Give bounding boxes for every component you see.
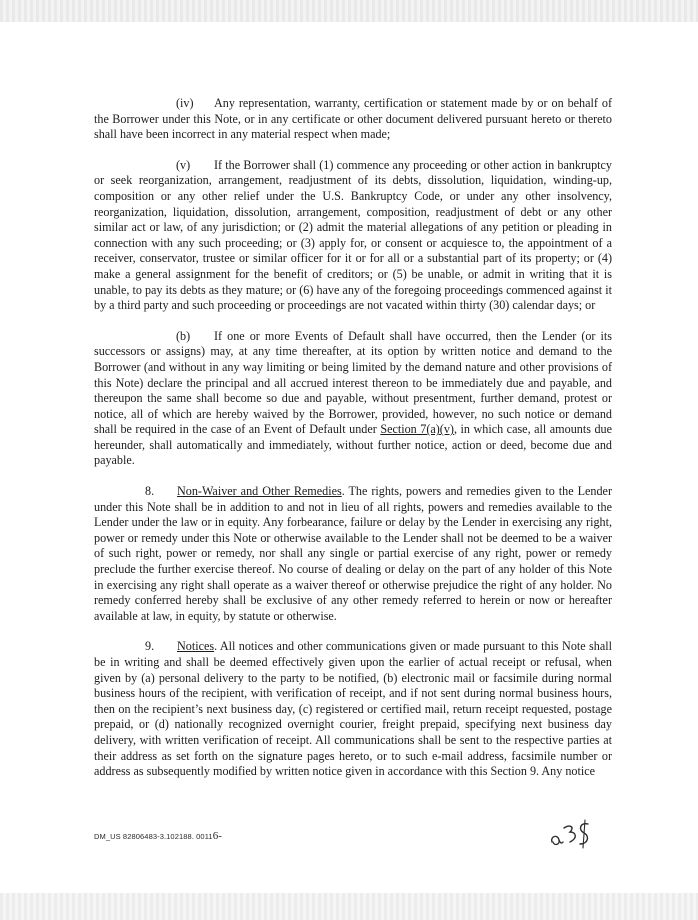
section-number: 8. — [145, 484, 155, 499]
clause-number: (iv) — [176, 96, 194, 110]
document-body — [94, 96, 612, 780]
clause-text: If one or more Events of Default shall have occurred, then the Lender (or its successors or assigns) may, at any time thereafter, at its option by written notice and demand to the Borrower (and without in any way limiting or being limited by the demand nature and other provisions of this Note) declare the principal and all accrued interest thereon to be immediately due and payable, and thereupon the same shall become so due and payable, without presentment, further demand, protest or notice, all of which are hereby waived by the Borrower, provided, however, no such notice or demand shall be required in the case of an Event of Default under — [94, 328, 612, 437]
section-heading: Notices — [177, 639, 215, 654]
handwritten-initials — [548, 818, 596, 850]
paragraph-iv — [94, 96, 612, 143]
clause-text: Any representation, warranty, certification or statement made by or on behalf of the Borrower under this Note, or in any certificate or other document delivered pursuant hereto or thereto shall have been incorrect in any material respect when made; — [94, 96, 612, 142]
section-text: . The rights, powers and remedies given to the Lender under this Note shall be in addition to and not in lieu of all rights, powers and remedies available to the Lender under the law or in equity. Any forbearance, failure or delay by the Lender in exercising any right, power or remedy under this Note or otherwise available to the Lender shall not be deemed to be a waiver of such right, power or remedy, nor shall any single or partial exercise of any right, power or remedy preclude the further exercise thereof. No course of dealing or delay on the part of any holder of this Note in exercising any right shall operate as a waiver thereof or otherwise prejudice the right of any holder. No remedy conferred hereby shall be exclusive of any other remedy referred to herein or now or hereafter available at law, in equity, by statute or otherwise. — [94, 484, 612, 623]
clause-number: (v) — [176, 157, 191, 172]
section-8 — [94, 484, 612, 624]
clause-text: , in which case, all amounts due hereunder, shall automatically and immediately, without further notice, action or deed, become due and payable. — [94, 422, 612, 468]
section-9 — [94, 639, 612, 779]
scan-edge-bottom — [0, 893, 698, 920]
clause-text: If the Borrower shall (1) commence any proceeding or other action in bankruptcy or seek reorganization, arrangement, readjustment of its debts, dissolution, liquidation, winding-up, composition or any other relief under the U.S. Bankruptcy Code, or under any other insolvency, reorganization, liquidation, dissolution, arrangement, composition, readjustment of debt or any other similar act or law, of any jurisdiction; or (2) admit the material allegations of any petition or pleading in connection with any such proceeding; or (3) apply for, or consent or acquiesce to, the appointment of a receiver, conservator, trustee or similar officer for it or for all or a substantial part of its property; or (4) make a general assignment for the benefit of creditors; or (5) be unable, or admit in writing that it is unable, to pay its debts as they mature; or (6) have any of the foregoing proceedings commenced against it by a third party and such proceeding or proceedings are not vacated within thirty (30) calendar days; or — [94, 157, 612, 313]
document-footer-id — [94, 830, 222, 842]
paragraph-b — [94, 329, 612, 469]
footer-page-mark: 6- — [212, 830, 223, 842]
paragraph-v — [94, 158, 612, 314]
section-text: . All notices and other communications given or made pursuant to this Note shall be in writing and shall be deemed effectively given upon the earlier of actual receipt or refusal, when given by (a) personal delivery to the party to be notified, (b) electronic mail or facsimile during normal business hours of the recipient, with verification of receipt, and if not sent during normal business hours, then on the recipient’s next business day, (c) registered or certified mail, return receipt requested, postage prepaid, or (d) nationally recognized overnight courier, freight prepaid, specifying next business day delivery, with written verification of receipt. All communications shall be sent to the respective parties at their address as set forth on the signature pages hereto, or to such e-mail address, facsimile number or address as subsequently modified by written notice given in accordance with this Section 9. Any notice — [94, 639, 612, 779]
section-heading: Non-Waiver and Other Remedies — [177, 484, 342, 499]
footer-doc-id: DM_US 82806483-3.102188. 0011 — [94, 832, 213, 841]
section-reference: Section 7(a)(v) — [380, 422, 454, 437]
section-number: 9. — [145, 639, 155, 654]
clause-number: (b) — [176, 328, 191, 343]
scan-edge-top — [0, 0, 698, 22]
